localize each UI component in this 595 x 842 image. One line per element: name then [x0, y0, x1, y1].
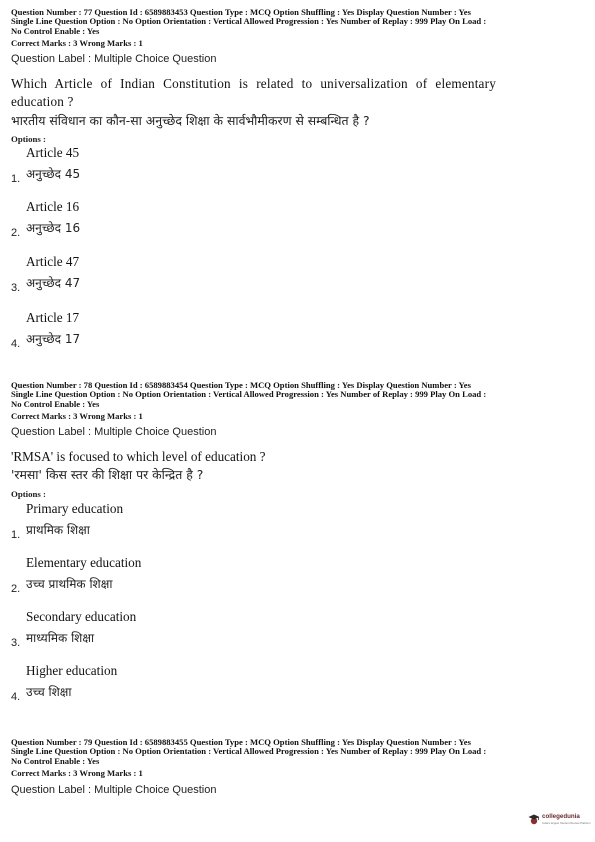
meta-line-3: No Control Enable : Yes — [11, 398, 100, 409]
meta-line-1: Question Number : 79 Question Id : 6589883455 Question Type : MCQ Option Shuffling : Yes Display Question Number : Yes — [11, 738, 471, 747]
option-text-hi: माध्यमिक शिक्षा — [26, 631, 95, 645]
option-number: 2. — [11, 583, 21, 595]
question-79-marks: Correct Marks : 3 Wrong Marks : 1 — [11, 768, 143, 778]
meta-line-1: Question Number : 77 Question Id : 6589883453 Question Type : MCQ Option Shuffling : Yes Display Question Number : Yes — [11, 8, 471, 17]
option-text-hi: प्राथमिक शिक्षा — [26, 523, 90, 537]
question-78-meta — [11, 381, 586, 409]
option-78-1[interactable] — [11, 501, 311, 545]
meta-line-2: Single Line Question Option : No Option Orientation : Vertical Allowed Progression : Yes Number of Replay : 999 Play On Load : — [11, 389, 487, 400]
meta-line-2: Single Line Question Option : No Option Orientation : Vertical Allowed Progression : Yes Number of Replay : 999 Play On Load : — [11, 746, 487, 757]
question-77-options-label: Options : — [11, 134, 46, 144]
question-77-marks: Correct Marks : 3 Wrong Marks : 1 — [11, 38, 143, 48]
option-78-2[interactable] — [11, 555, 311, 599]
question-78-options-label: Options : — [11, 489, 46, 499]
question-77-label: Question Label : Multiple Choice Question — [11, 53, 217, 65]
option-text-en: Article 16 — [26, 199, 80, 214]
option-number: 4. — [11, 338, 21, 350]
meta-line-3: No Control Enable : Yes — [11, 25, 100, 36]
option-text-en: Elementary education — [26, 555, 142, 570]
option-78-3[interactable] — [11, 609, 311, 653]
collegedunia-watermark — [528, 812, 591, 828]
option-text-hi: उच्च प्राथमिक शिक्षा — [26, 577, 113, 591]
meta-line-2: Single Line Question Option : No Option Orientation : Vertical Allowed Progression : Yes Number of Replay : 999 Play On Load : — [11, 16, 487, 27]
option-77-1[interactable] — [11, 145, 311, 189]
question-77-text-en: Which Article of Indian Constitution is related to universalization of elementary education ? — [11, 76, 496, 109]
question-77-text-hi: भारतीय संविधान का कौन-सा अनुच्छेद शिक्षा के सार्वभौमीकरण से सम्बन्धित है ? — [11, 113, 370, 128]
option-number: 3. — [11, 637, 21, 649]
option-text-en: Higher education — [26, 663, 118, 678]
question-77-meta — [11, 8, 586, 36]
option-text-en: Secondary education — [26, 609, 137, 624]
question-78-marks: Correct Marks : 3 Wrong Marks : 1 — [11, 411, 143, 421]
question-78-text-en: 'RMSA' is focused to which level of education ? — [11, 449, 266, 464]
option-number: 4. — [11, 691, 21, 703]
meta-line-3: No Control Enable : Yes — [11, 755, 100, 766]
option-number: 1. — [11, 173, 21, 185]
option-text-en: Article 17 — [26, 310, 80, 325]
question-79-label: Question Label : Multiple Choice Question — [11, 784, 217, 796]
option-text-en: Article 45 — [26, 145, 80, 160]
question-78-label: Question Label : Multiple Choice Question — [11, 426, 217, 438]
option-text-en: Article 47 — [26, 254, 80, 269]
watermark-brand: collegedunia — [542, 813, 580, 820]
option-77-2[interactable] — [11, 199, 311, 243]
option-text-hi: अनुच्छेद 16 — [26, 221, 81, 235]
option-number: 3. — [11, 282, 21, 294]
option-77-4[interactable] — [11, 310, 311, 354]
question-79-meta — [11, 738, 586, 766]
option-77-3[interactable] — [11, 254, 311, 298]
option-text-hi: अनुच्छेद 45 — [26, 167, 81, 181]
graduate-cap-icon — [528, 813, 540, 826]
option-text-hi: उच्च शिक्षा — [26, 685, 72, 699]
option-78-4[interactable] — [11, 663, 311, 707]
watermark-tagline: India's largest Student Review Platform — [542, 821, 591, 825]
option-number: 2. — [11, 227, 21, 239]
option-number: 1. — [11, 529, 21, 541]
option-text-hi: अनुच्छेद 47 — [26, 276, 81, 290]
option-text-hi: अनुच्छेद 17 — [26, 332, 81, 346]
option-text-en: Primary education — [26, 501, 124, 516]
meta-line-1: Question Number : 78 Question Id : 6589883454 Question Type : MCQ Option Shuffling : Yes Display Question Number : Yes — [11, 381, 471, 390]
question-78-text-hi: 'रमसा' किस स्तर की शिक्षा पर केन्द्रित है ? — [11, 467, 204, 482]
